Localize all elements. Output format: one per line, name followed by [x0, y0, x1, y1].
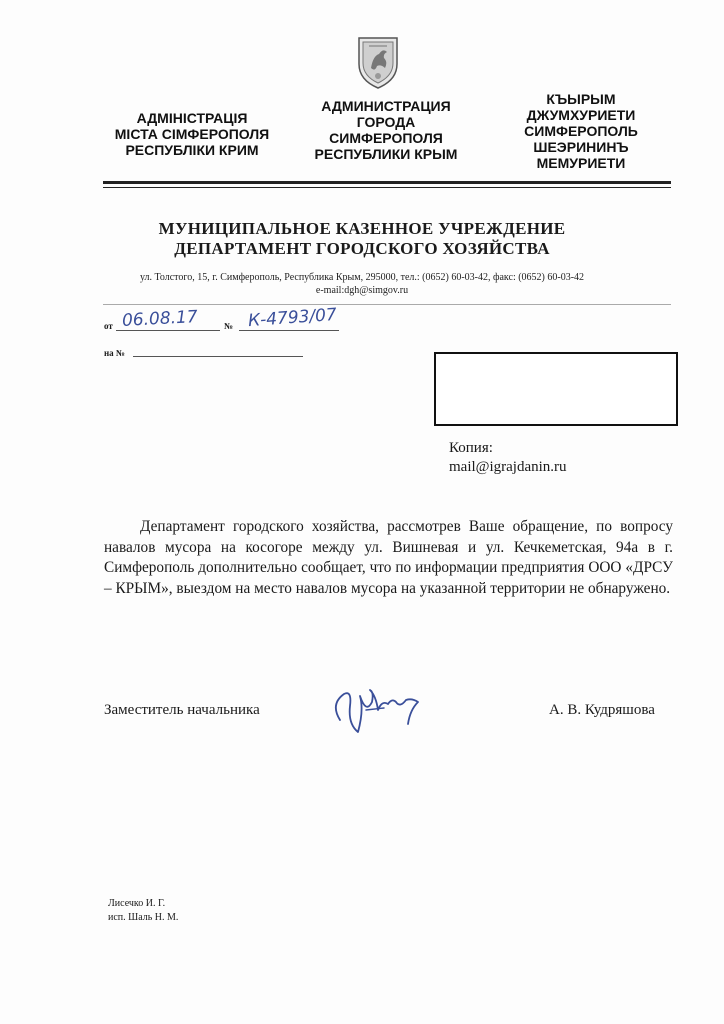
handwritten-signature: [326, 680, 436, 742]
header-right-line-5: МЕМУРИЕТИ: [536, 155, 626, 171]
header-center-line-3: СИМФЕРОПОЛЯ: [329, 130, 443, 146]
from-label: от: [104, 321, 113, 331]
signature-position: Заместитель начальника: [104, 702, 260, 718]
header-center-line-4: РЕСПУБЛИКИ КРЫМ: [314, 146, 458, 162]
header-left-line-2: МІСТА СІМФЕРОПОЛЯ: [114, 126, 270, 142]
number-handwritten: К-4793/07: [247, 304, 338, 332]
header-right-line-3: СИМФЕРОПОЛЬ: [524, 123, 638, 139]
header-rule-thin: [103, 187, 671, 188]
header-center-line-1: АДМИНИСТРАЦИЯ: [321, 98, 451, 114]
header-right-line-4: ШЕЭРИНИНЪ: [533, 139, 629, 155]
header-left-ua: [106, 110, 278, 158]
header-right-line-2: ДЖУМХУРИЕТИ: [526, 107, 636, 123]
addressee-box: [434, 352, 678, 426]
footer-line-2: исп. Шаль Н. М.: [108, 912, 179, 923]
reply-field-line: [133, 356, 303, 357]
date-handwritten: 06.08.17: [121, 307, 199, 331]
reply-label: на №: [104, 348, 125, 358]
header-left-line-1: АДМІНІСТРАЦІЯ: [136, 110, 248, 126]
copy-email: mail@igrajdanin.ru: [449, 459, 567, 475]
org-title-line-2: ДЕПАРТАМЕНТ ГОРОДСКОГО ХОЗЯЙСТВА: [174, 239, 550, 258]
org-title-line-1: МУНИЦИПАЛЬНОЕ КАЗЕННОЕ УЧРЕЖДЕНИЕ: [158, 219, 566, 238]
header-right-crh: [500, 91, 662, 171]
org-email: e-mail:dgh@simgov.ru: [315, 285, 409, 296]
org-address: ул. Толстого, 15, г. Симферополь, Республика Крым, 295000, тел.: (0652) 60-03-42, факс: (0652) 60-03-42: [139, 272, 585, 283]
header-right-line-1: КЪЫРЫМ: [546, 91, 616, 107]
address-rule: [103, 304, 671, 305]
header-center-ru: [300, 98, 472, 162]
header-left-line-3: РЕСПУБЛІКИ КРИМ: [125, 142, 259, 158]
body-paragraph: Департамент городского хозяйства, рассмотрев Ваше обращение, по вопросу навалов мусора на косогоре между ул. Вишневая и ул. Кечкеметская, 94а в г. Симферополь дополнительно сообщает, что по информации предприятия ООО «ДРСУ – КРЫМ», выездом на место навалов мусора на указанной территории не обнаружено.: [104, 518, 673, 597]
coat-of-arms-icon: [355, 34, 401, 90]
header-rule-thick: [103, 181, 671, 184]
header-center-line-2: ГОРОДА: [356, 114, 416, 130]
number-label: №: [224, 321, 234, 331]
copy-label: Копия:: [449, 440, 493, 456]
signature-name: А. В. Кудряшова: [549, 702, 655, 718]
footer-line-1: Лисечко И. Г.: [108, 898, 166, 909]
